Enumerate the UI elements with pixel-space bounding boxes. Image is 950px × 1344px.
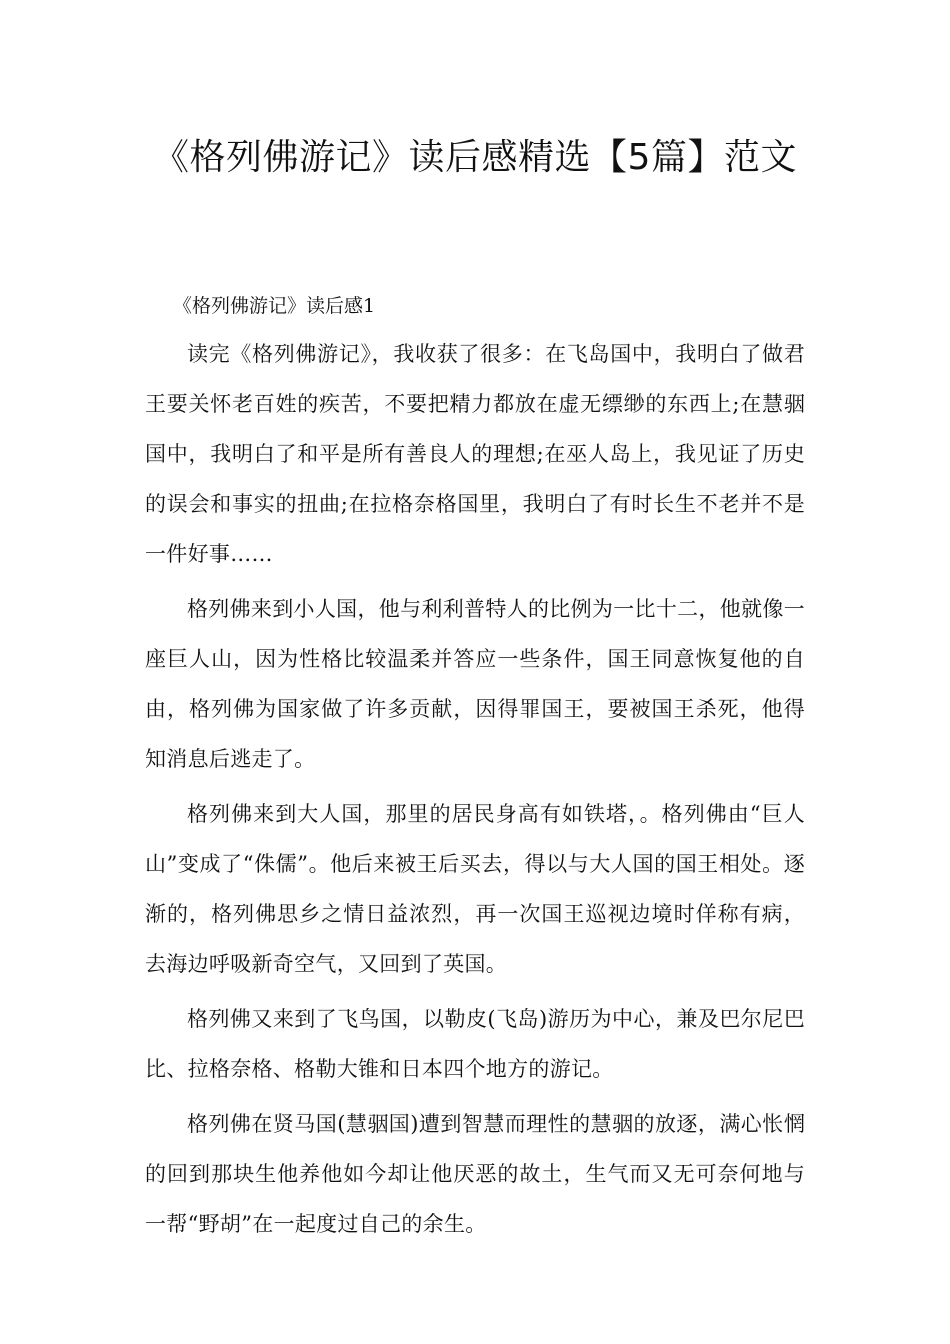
document-body — [145, 286, 805, 1254]
paragraph-4: 格列佛又来到了飞鸟国，以勒皮(飞岛)游历为中心，兼及巴尔尼巴比、拉格奈格、格勒大锥和日本四个地方的游记。 — [145, 1007, 805, 1081]
paragraph-3: 格列佛来到大人国，那里的居民身高有如铁塔，。格列佛由“巨人山”变成了“侏儒”。他后来被王后买去，得以与大人国的国王相处。逐渐的，格列佛思乡之情日益浓烈，再一次国王巡视边境时佯称有病，去海边呼吸新奇空气，又回到了英国。 — [145, 802, 805, 976]
document-title: 《格列佛游记》读后感精选【5篇】范文 — [153, 137, 797, 178]
paragraph-2: 格列佛来到小人国，他与利利普特人的比例为一比十二，他就像一座巨人山，因为性格比较温柔并答应一些条件，国王同意恢复他的自由，格列佛为国家做了许多贡献，因得罪国王，要被国王杀死，他得知消息后逃走了。 — [145, 597, 805, 771]
section-heading: 《格列佛游记》读后感1 — [173, 295, 376, 317]
paragraph-5: 格列佛在贤马国(慧骃国)遭到智慧而理性的慧骃的放逐，满心怅惘的回到那块生他养他如今却让他厌恶的故土，生气而又无可奈何地与一帮“野胡”在一起度过自己的余生。 — [145, 1112, 805, 1236]
paragraph-1: 读完《格列佛游记》，我收获了很多：在飞岛国中，我明白了做君王要关怀老百姓的疾苦，不要把精力都放在虚无缥缈的东西上;在慧骃国中，我明白了和平是所有善良人的理想;在巫人岛上，我见证了历史的误会和事实的扭曲;在拉格奈格国里，我明白了有时长生不老并不是一件好事…… — [145, 342, 805, 566]
